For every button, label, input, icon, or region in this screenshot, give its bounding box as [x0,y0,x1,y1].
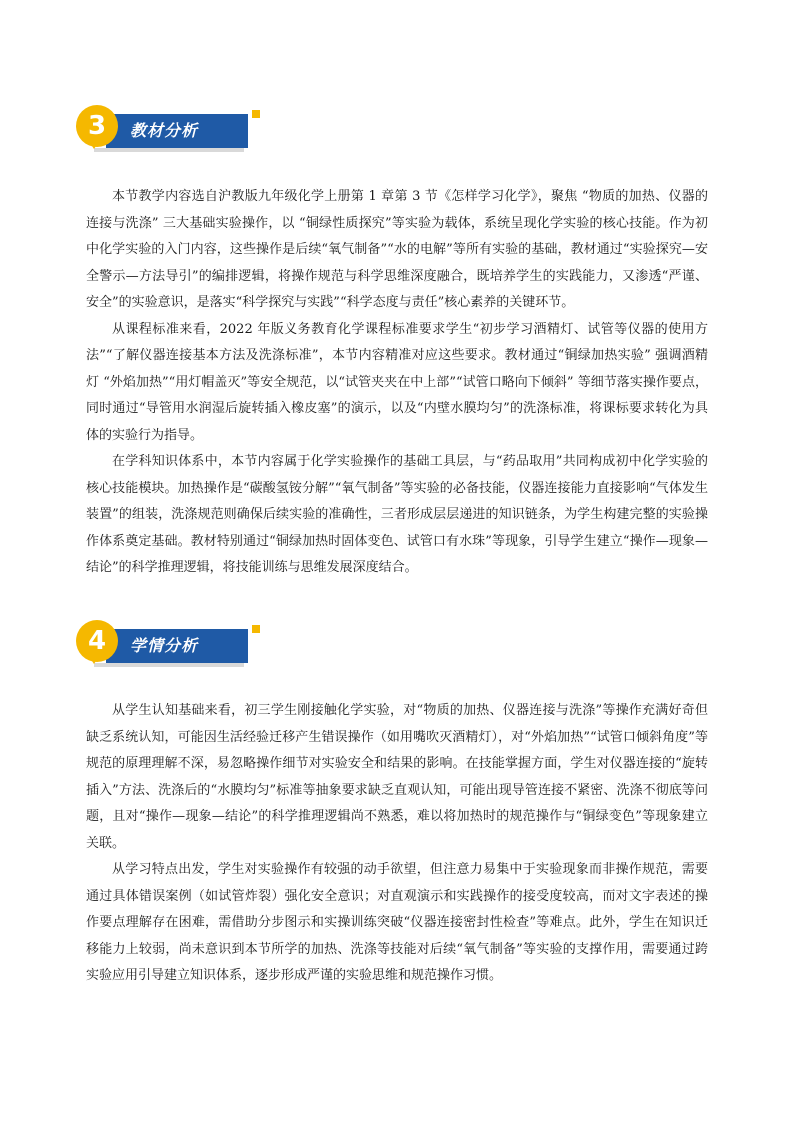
section-title: 教材分析 [130,121,199,140]
accent-square [252,110,260,118]
section-body-3 [86,184,708,582]
section-title-banner [106,629,248,663]
section-header-4 [76,620,276,682]
section-number-badge: 4 [76,620,118,662]
banner-shadow [94,148,244,152]
paragraph: 在学科知识体系中，本节内容属于化学实验操作的基础工具层，与“药品取用”共同构成初中化学实验的核心技能模块。加热操作是“碳酸氢铵分解”“氧气制备”等实验的必备技能，仪器连接能力直接影响“气体发生装置”的组装，洗涤规范则确保后续实验的准确性，三者形成层层递进的知识链条，为学生构建完整的实验操作体系奠定基础。教材特别通过“铜绿加热时固体变色、试管口有水珠”等现象，引导学生建立“操作—现象—结论”的科学推理逻辑，将技能训练与思维发展深度结合。 [86,454,708,575]
section-number-badge: 3 [76,105,118,147]
paragraph: 从学生认知基础来看，初三学生刚接触化学实验，对“物质的加热、仪器连接与洗涤”等操作充满好奇但缺乏系统认知，可能因生活经验迁移产生错误操作（如用嘴吹灭酒精灯），对“外焰加热”“试管口倾斜角度”等规范的原理理解不深，易忽略操作细节对实验安全和结果的影响。在技能掌握方面，学生对仪器连接的“旋转插入”方法、洗涤后的“水膜均匀”标准等抽象要求缺乏直观认知，可能出现导管连接不紧密、洗涤不彻底等问题，且对“操作—现象—结论”的科学推理逻辑尚不熟悉，难以将加热时的规范操作与“铜绿变色”等现象建立关联。 [86,703,708,851]
paragraph: 从课程标准来看，2022 年版义务教育化学课程标准要求学生“初步学习酒精灯、试管等仪器的使用方法”“了解仪器连接基本方法及洗涤标准”，本节内容精准对应这些要求。教材通过“铜绿加热实验” 强调酒精灯 “外焰加热”“用灯帽盖灭”等安全规范，以“试管夹夹在中上部”“试管口略向下倾斜” 等细节落实操作要点，同时通过“导管用水润湿后旋转插入橡皮塞”的演示，以及“内壁水膜均匀”的洗涤标准，将课标要求转化为具体的实验行为指导。 [86,321,708,443]
section-title: 学情分析 [130,636,199,655]
paragraph: 本节教学内容选自沪教版九年级化学上册第 1 章第 3 节《怎样学习化学》，聚焦 “物质的加热、仪器的连接与洗涤” 三大基础实验操作，以 “铜绿性质探究”等实验为载体，系统呈现化学实验的核心技能。作为初中化学实验的入门内容，这些操作是后续“氧气制备”“水的电解”等所有实验的基础，教材通过“实验探究—安全警示—方法导引”的编排逻辑，将操作规范与科学思维深度融合，既培养学生的实践能力，又渗透“严谨、安全”的实验意识，是落实“科学探究与实践”“科学态度与责任”核心素养的关键环节。 [86,189,708,310]
paragraph: 从学习特点出发，学生对实验操作有较强的动手欲望，但注意力易集中于实验现象而非操作规范，需要通过具体错误案例（如试管炸裂）强化安全意识；对直观演示和实践操作的接受度较高，而对文字表述的操作要点理解存在困难，需借助分步图示和实操训练突破“仪器连接密封性检查”等难点。此外，学生在知识迁移能力上较弱，尚未意识到本节所学的加热、洗涤等技能对后续“氧气制备”等实验的支撑作用，需要通过跨实验应用引导建立知识体系，逐步形成严谨的实验思维和规范操作习惯。 [86,862,708,983]
section-header-3 [76,105,276,167]
accent-square [252,625,260,633]
section-body-4 [86,698,708,990]
banner-shadow [94,663,244,667]
section-title-banner [106,114,248,148]
